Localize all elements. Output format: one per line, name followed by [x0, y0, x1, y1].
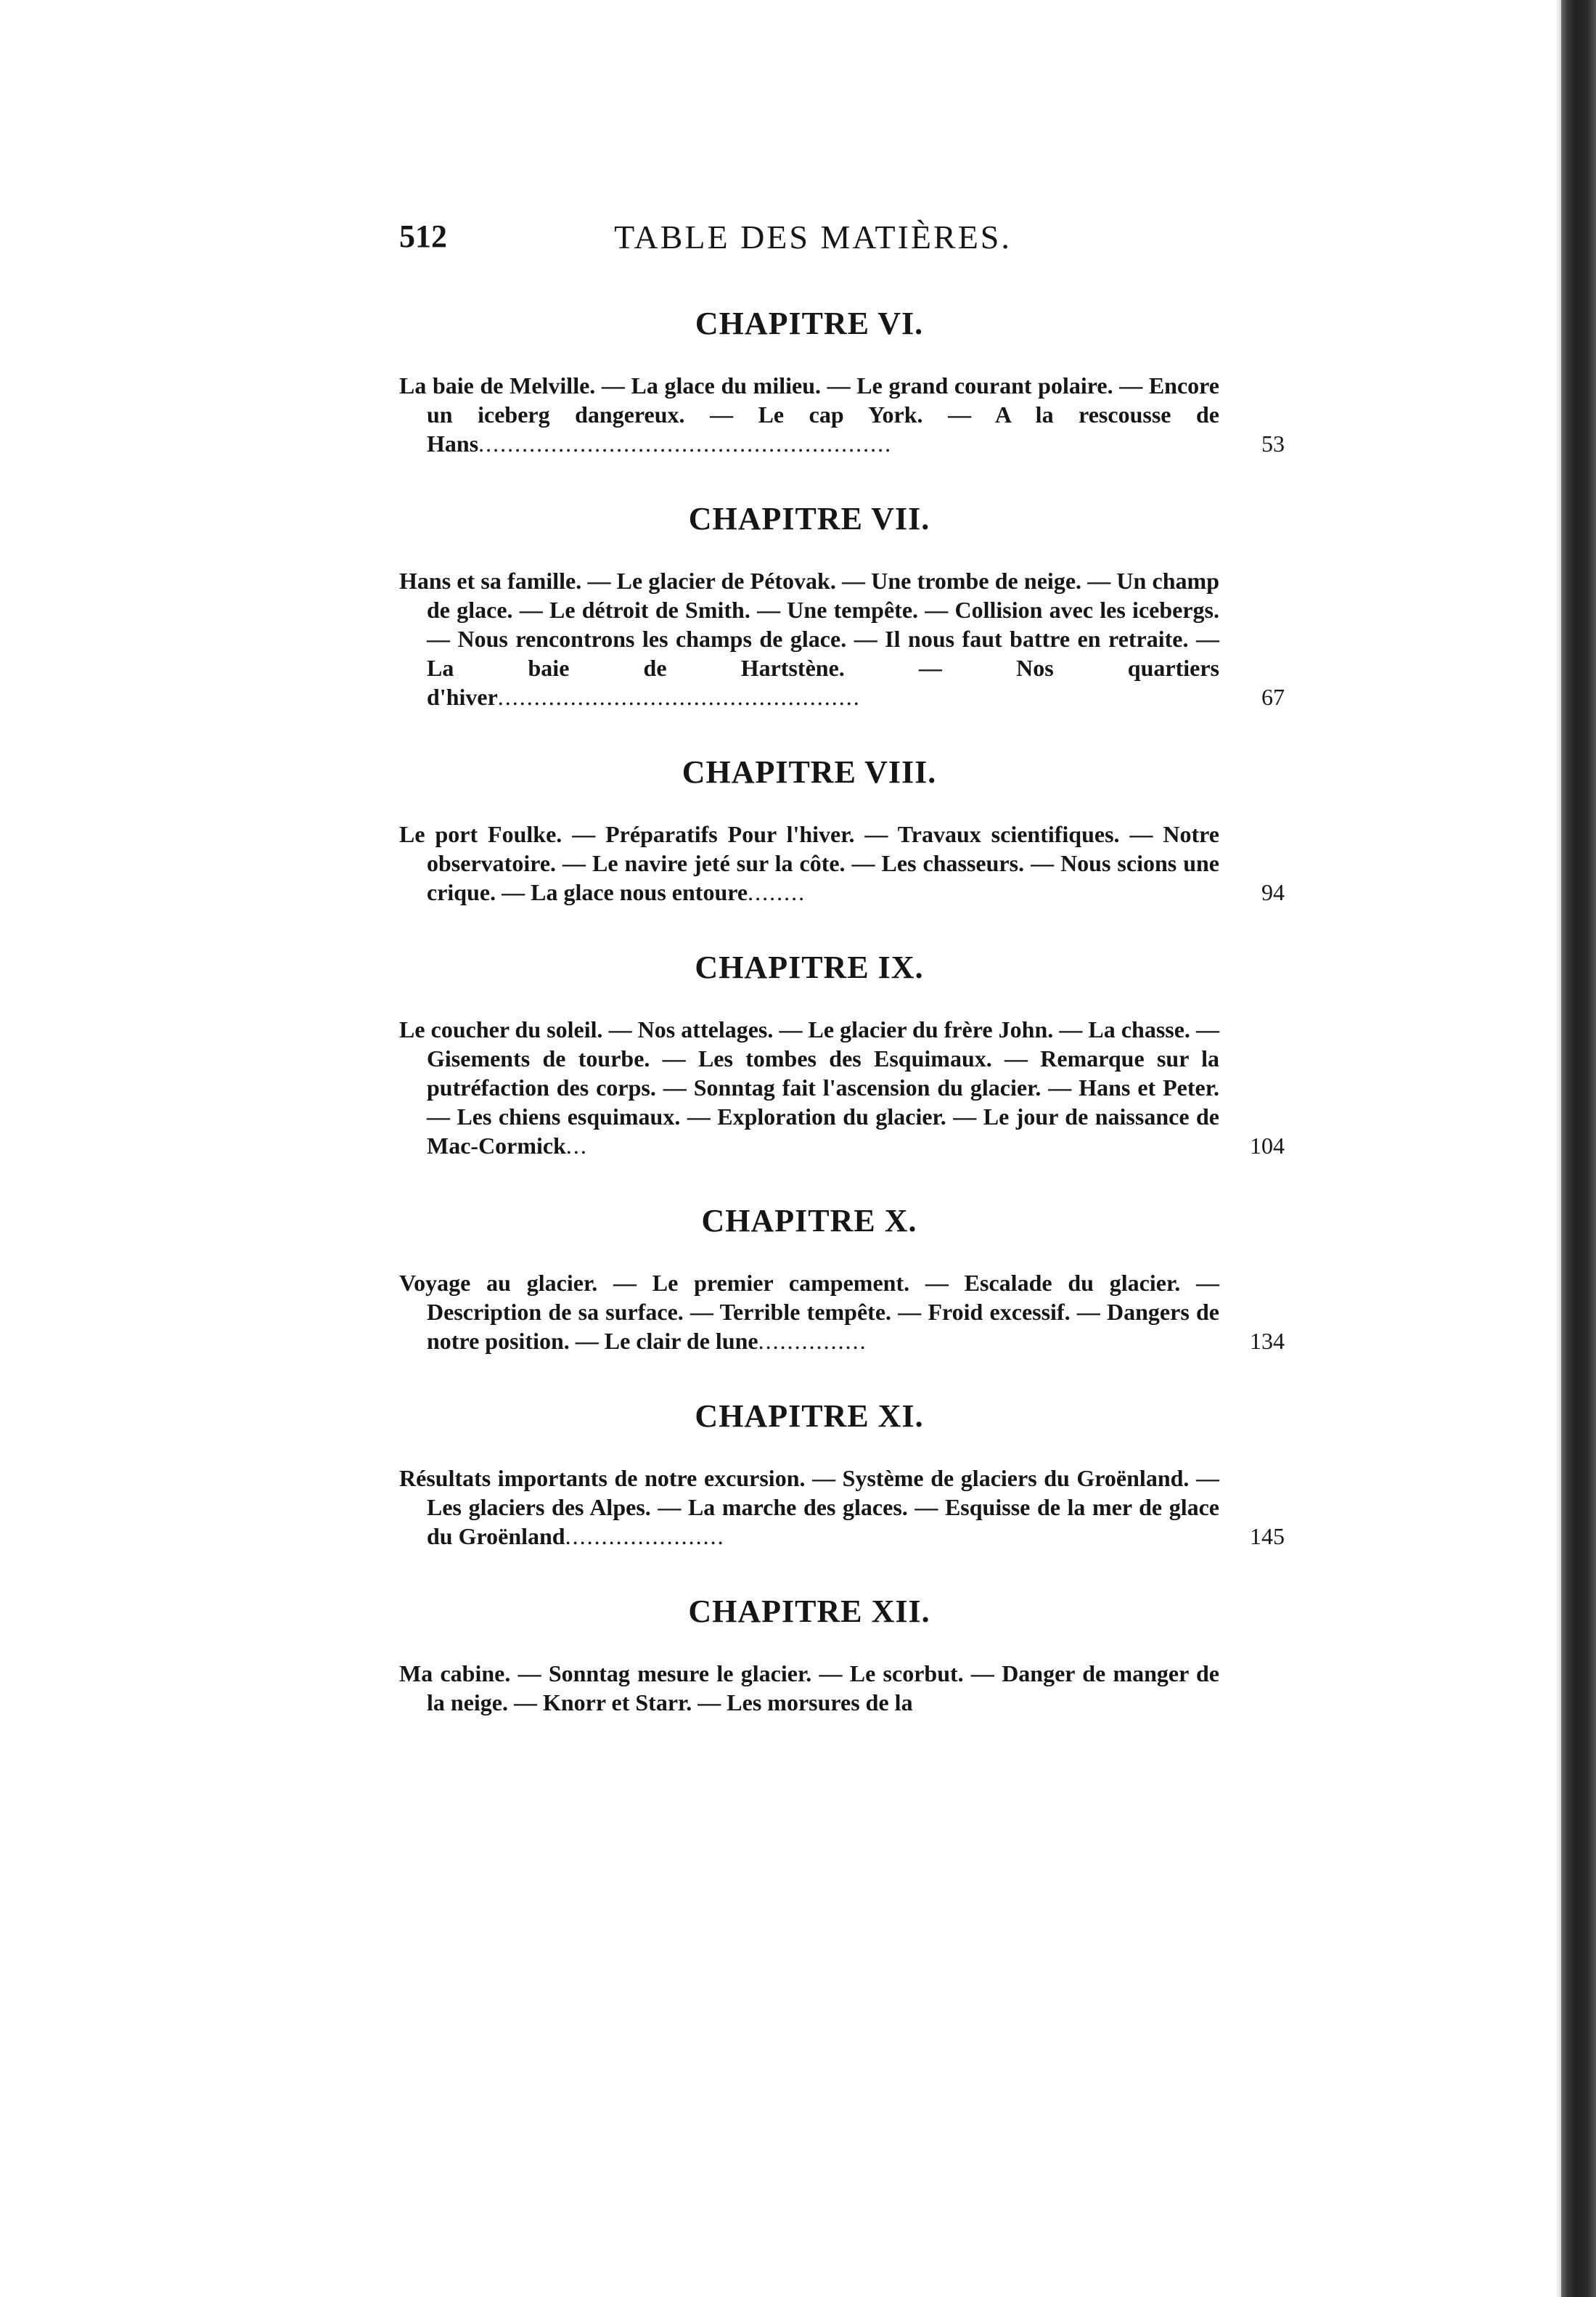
dot-leader: ........: [748, 879, 806, 905]
book-spine-shadow: [1561, 0, 1596, 2297]
summary-text: Ma cabine. — Sonntag mesure le glacier. — Le scorbut. — Danger de manger de la neige. — Knorr et Starr. — Les morsures de la: [399, 1660, 1219, 1715]
chapter-summary: [399, 1268, 1285, 1355]
chapter-title: CHAPITRE XI.: [695, 1398, 924, 1434]
summary-text: Le port Foulke. — Préparatifs Pour l'hiver. — Travaux scientifiques. — Notre observatoire. — Le navire jeté sur la côte. — Les chasseurs. — Nous scions une crique. — La glace nous entoure: [399, 821, 1219, 905]
chapter-title: CHAPITRE VIII.: [682, 754, 937, 790]
chapter-title: CHAPITRE X.: [701, 1203, 917, 1239]
page-reference: 104: [1250, 1133, 1285, 1159]
page-reference: 94: [1261, 879, 1285, 905]
dot-leader: ...: [565, 1133, 588, 1159]
summary-text: Voyage au glacier. — Le premier campement. — Escalade du glacier. — Description de sa surface. — Terrible tempête. — Froid excessif. — Dangers de notre position. — Le clair de lune: [399, 1270, 1219, 1354]
page-title: TABLE DES MATIÈRES.: [614, 219, 1012, 256]
summary-text: Hans et sa famille. — Le glacier de Pétovak. — Une trombe de neige. — Un champ de glace. — Le détroit de Smith. — Une tempête. — Collision avec les icebergs. — Nous rencontrons les champs de glace. — Il nous faut battre en retraite. — La baie de Hartstène. — Nos quartiers d'hiver: [399, 568, 1219, 710]
chapter-entry: [399, 949, 1285, 1160]
dot-leader: ..................................................: [497, 684, 861, 710]
table-of-contents: [399, 305, 1285, 1759]
dot-leader: .........................................................: [478, 431, 893, 457]
page-reference: 67: [1261, 684, 1285, 710]
chapter-summary: [399, 1015, 1285, 1160]
chapter-summary: [399, 820, 1285, 907]
chapter-title: CHAPITRE VI.: [695, 306, 924, 341]
chapter-title: CHAPITRE VII.: [688, 501, 930, 536]
page-reference: 134: [1250, 1328, 1285, 1354]
page-reference: 145: [1250, 1523, 1285, 1549]
chapter-entry: [399, 1202, 1285, 1355]
chapter-entry: [399, 1398, 1285, 1551]
chapter-title: CHAPITRE XII.: [688, 1594, 930, 1629]
chapter-summary: [399, 1464, 1285, 1551]
page-edge: [1555, 0, 1561, 2297]
running-head: [399, 218, 1227, 269]
summary-text: Le coucher du soleil. — Nos attelages. — Le glacier du frère John. — La chasse. — Gisements de tourbe. — Les tombes des Esquimaux. — Remarque sur la putréfaction des corps. — Sonntag fait l'ascension du glacier. — Hans et Peter. — Les chiens esquimaux. — Exploration du glacier. — Le jour de naissance de Mac-Cormick: [399, 1016, 1219, 1159]
dot-leader: ......................: [565, 1523, 725, 1549]
chapter-title: CHAPITRE IX.: [695, 950, 924, 985]
chapter-summary: [399, 371, 1285, 458]
chapter-summary: [399, 566, 1285, 711]
chapter-entry: [399, 305, 1285, 458]
summary-text: La baie de Melville. — La glace du milieu. — Le grand courant polaire. — Encore un iceberg dangereux. — Le cap York. — A la rescousse de Hans: [399, 372, 1219, 457]
summary-text: Résultats importants de notre excursion. — Système de glaciers du Groënland. — Les glaciers des Alpes. — La marche des glaces. — Esquisse de la mer de glace du Groënland: [399, 1465, 1219, 1549]
page-number: 512: [399, 219, 447, 254]
chapter-entry: [399, 500, 1285, 711]
chapter-summary: [399, 1659, 1285, 1717]
chapter-entry: [399, 754, 1285, 907]
page-reference: 53: [1261, 431, 1285, 457]
dot-leader: ...............: [758, 1328, 867, 1354]
chapter-entry: [399, 1593, 1285, 1717]
